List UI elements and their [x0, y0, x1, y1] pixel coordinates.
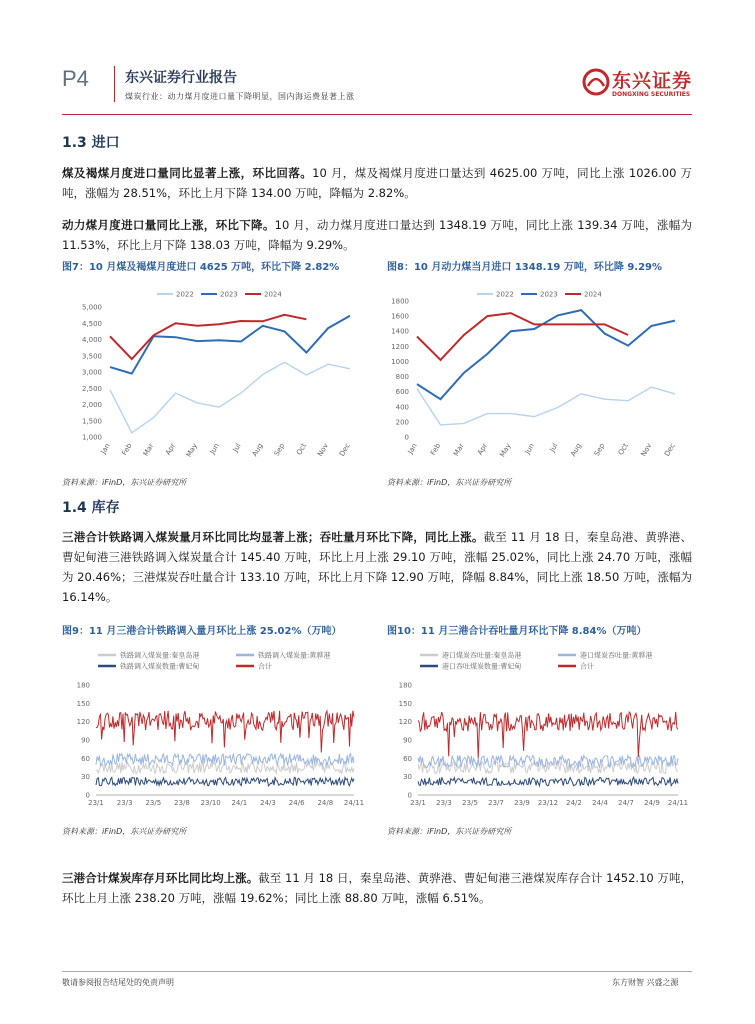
series-line-2022 — [110, 362, 350, 433]
header-separator — [114, 66, 115, 102]
legend-label: 2023 — [220, 290, 238, 299]
x-tick-label: Dec — [663, 442, 677, 458]
x-tick-label: 24/7 — [618, 799, 634, 807]
paragraph-lead: 动力煤月度进口量同比上涨，环比下降。 — [62, 218, 275, 232]
y-tick-label: 30 — [81, 773, 90, 782]
paragraph-lead: 煤及褐煤月度进口量同比显著上涨，环比回落。 — [62, 166, 313, 180]
y-tick-label: 4,500 — [81, 319, 102, 328]
x-tick-label: 23/3 — [436, 799, 452, 807]
y-tick-label: 180 — [398, 681, 412, 690]
x-tick-label: 24/2 — [566, 799, 582, 807]
legend-label: 合计 — [580, 662, 594, 671]
x-tick-label: Dec — [338, 442, 352, 458]
section-heading-inventory: 1.4 库存 — [62, 500, 120, 516]
logo-text-cn: 东兴证券 — [612, 70, 693, 92]
legend-label: 2022 — [496, 290, 514, 299]
figure-7-chart — [62, 280, 362, 470]
paragraph-body: 截至 11 月 18 日，秦皇岛港、黄骅港、曹妃甸港三港煤炭库存合计 1452.10 万吨，环比上月上涨 238.20 万吨，涨幅 19.62%；同比上涨 88.80 万吨，涨幅 6.51%。 — [62, 871, 692, 905]
y-tick-label: 1200 — [391, 342, 409, 351]
y-tick-label: 180 — [76, 681, 90, 690]
y-tick-label: 600 — [395, 388, 409, 397]
y-tick-label: 150 — [76, 699, 90, 708]
x-tick-label: 24/9 — [644, 799, 660, 807]
x-tick-label: Sep — [592, 442, 607, 458]
x-tick-label: 24/11 — [343, 799, 365, 807]
series-line — [96, 777, 354, 786]
x-tick-label: Jul — [548, 442, 560, 454]
x-tick-label: Mar — [452, 442, 466, 458]
x-tick-label: Feb — [120, 442, 134, 457]
y-tick-label: 60 — [403, 754, 412, 763]
y-tick-label: 1,500 — [81, 417, 102, 426]
y-tick-label: 0 — [85, 791, 90, 800]
x-tick-label: Aug — [569, 442, 583, 458]
x-tick-label: 23/7 — [488, 799, 504, 807]
y-tick-label: 90 — [81, 736, 90, 745]
x-tick-label: 24/11 — [667, 799, 689, 807]
figure-10-chart — [382, 645, 692, 815]
legend-label: 2024 — [264, 290, 282, 299]
series-line — [418, 777, 678, 786]
figure-9-title: 图9：11 月三港合计铁路调入量月环比上涨 25.02%（万吨） — [62, 626, 342, 637]
y-tick-label: 0 — [407, 791, 412, 800]
footer-slogan: 东方财智 兴盛之源 — [612, 978, 679, 987]
y-tick-label: 1600 — [391, 312, 409, 321]
header-rule — [62, 114, 692, 115]
section-heading-import: 1.3 进口 — [62, 135, 120, 151]
x-tick-label: 23/12 — [537, 799, 559, 807]
legend-label: 铁路调入煤炭量:黄骅港 — [258, 651, 331, 660]
paragraph-body: 10 月，煤及褐煤月度进口量达到 4625.00 万吨，同比上涨 1026.00 万吨，涨幅为 28.51%，环比上月下降 134.00 万吨，降幅为 2.82%。 — [62, 166, 693, 200]
x-tick-label: Nov — [316, 442, 330, 458]
y-tick-label: 5,000 — [81, 303, 102, 312]
x-tick-label: 23/8 — [174, 799, 190, 807]
y-tick-label: 120 — [76, 718, 90, 727]
y-tick-label: 800 — [395, 373, 409, 382]
paragraph-body: 截至 11 月 18 日，秦皇岛港、黄骅港、曹妃甸港三港铁路调入煤炭量合计 145.40 万吨，环比上月上涨 29.10 万吨，涨幅 25.02%，同比上涨 24.70 万吨，涨幅为 20.46%；三港煤炭吞吐量合计 133.10 万吨，环比上月下降 12.90 万吨，降幅 8.84%，同比上涨 18.50 万吨，涨幅为 16.14%。 — [62, 530, 692, 604]
series-line-2022 — [417, 387, 675, 425]
legend-label: 港口吞吐煤炭数量:曹妃甸 — [442, 662, 522, 671]
footer-rule — [62, 971, 692, 972]
paragraph-thermal-import — [62, 215, 692, 255]
x-tick-label: May — [184, 442, 200, 459]
y-tick-label: 4,000 — [81, 336, 102, 344]
logo-text-en: DONGXING SECURITIES — [612, 91, 691, 98]
figure-8-chart — [382, 280, 692, 470]
x-tick-label: Mar — [141, 442, 156, 458]
y-tick-label: 1400 — [391, 327, 409, 336]
x-tick-label: 23/5 — [462, 799, 478, 807]
x-tick-label: Jun — [523, 442, 537, 456]
x-tick-label: 23/3 — [116, 799, 133, 807]
legend-label: 铁路调入煤炭数量:曹妃甸 — [120, 662, 200, 671]
x-tick-label: 24/8 — [317, 799, 334, 807]
figure-9-source: 资料来源：iFinD，东兴证券研究所 — [62, 827, 187, 836]
legend-label: 铁路调入煤炭量:秦皇岛港 — [120, 651, 200, 660]
x-tick-label: 23/5 — [145, 799, 162, 807]
y-tick-label: 2,500 — [81, 384, 102, 393]
series-line — [418, 712, 678, 758]
y-tick-label: 1800 — [391, 297, 409, 306]
x-tick-label: Jan — [99, 442, 112, 456]
series-line — [96, 711, 354, 753]
paragraph-lead: 三港合计铁路调入煤炭量月环比同比均显著上涨；吞吐量月环比下降，同比上涨。 — [62, 530, 484, 544]
logo-mark-icon — [582, 64, 610, 100]
x-tick-label: 23/1 — [410, 799, 426, 807]
x-tick-label: Nov — [639, 442, 654, 458]
series-line-2024 — [110, 315, 306, 359]
y-tick-label: 200 — [395, 418, 409, 427]
legend-label: 合计 — [258, 662, 272, 671]
paragraph-rail-throughput — [62, 527, 692, 607]
y-tick-label: 1000 — [391, 357, 409, 366]
report-title: 东兴证券行业报告 — [125, 70, 237, 86]
x-tick-label: Sep — [272, 442, 287, 458]
figure-7-source: 资料来源：iFinD，东兴证券研究所 — [62, 478, 187, 487]
y-tick-label: 60 — [81, 754, 90, 763]
y-tick-label: 0 — [404, 433, 409, 442]
x-tick-label: Jan — [406, 442, 419, 456]
y-tick-label: 2,000 — [81, 401, 102, 409]
figure-8-source: 资料来源：iFinD，东兴证券研究所 — [387, 478, 512, 487]
company-logo — [582, 64, 702, 104]
x-tick-label: 24/3 — [260, 799, 276, 807]
figure-10-source: 资料来源：iFinD，东兴证券研究所 — [387, 827, 512, 836]
x-tick-label: 23/10 — [200, 799, 221, 807]
report-subtitle: 煤炭行业：动力煤月度进口量下降明显，国内海运费显著上涨 — [125, 92, 355, 101]
legend-label: 2023 — [540, 290, 558, 299]
y-tick-label: 3,000 — [81, 368, 102, 377]
y-tick-label: 400 — [395, 403, 409, 412]
x-tick-label: Aug — [250, 442, 265, 458]
x-tick-label: 24/4 — [592, 799, 608, 807]
paragraph-inventory — [62, 868, 692, 908]
x-tick-label: 23/9 — [514, 799, 530, 807]
x-tick-label: Jun — [208, 442, 221, 456]
x-tick-label: 24/6 — [288, 799, 305, 807]
paragraph-lead: 三港合计煤炭库存月环比同比均上涨。 — [62, 871, 259, 885]
y-tick-label: 3,500 — [81, 352, 102, 361]
figure-9-chart — [62, 645, 365, 815]
y-tick-label: 1,000 — [81, 433, 102, 442]
y-tick-label: 120 — [398, 718, 412, 727]
paragraph-coal-import — [62, 163, 692, 203]
legend-label: 港口煤炭吞吐量:秦皇岛港 — [442, 651, 522, 660]
legend-label: 港口煤炭吞吐量:黄骅港 — [580, 651, 653, 660]
y-tick-label: 90 — [403, 736, 412, 745]
x-tick-label: May — [498, 442, 513, 459]
legend-label: 2022 — [176, 290, 194, 299]
page-number: P4 — [62, 66, 89, 91]
footer-disclaimer-link[interactable]: 敬请参阅报告结尾处的免责声明 — [62, 978, 174, 987]
figure-10-title: 图10：11 月三港合计吞吐量月环比下降 8.84%（万吨） — [387, 626, 647, 637]
x-tick-label: Apr — [164, 442, 178, 457]
x-tick-label: Oct — [295, 442, 309, 457]
y-tick-label: 30 — [403, 773, 412, 782]
x-tick-label: Oct — [616, 442, 630, 457]
x-tick-label: Apr — [476, 442, 490, 457]
series-line-2024 — [417, 313, 628, 360]
legend-label: 2024 — [584, 290, 602, 299]
x-tick-label: 24/1 — [231, 799, 248, 807]
x-tick-label: Feb — [429, 442, 443, 457]
x-tick-label: Jul — [231, 442, 243, 454]
paragraph-body: 10 月，动力煤月度进口量达到 1348.19 万吨，同比上涨 139.34 万吨，涨幅为 11.53%，环比上月下降 138.03 万吨，降幅为 9.29%。 — [62, 218, 693, 252]
figure-8-title: 图8：10 月动力煤当月进口 1348.19 万吨，环比降 9.29% — [387, 262, 663, 273]
figure-7-title: 图7：10 月煤及褐煤月度进口 4625 万吨，环比下降 2.82% — [62, 262, 340, 273]
x-tick-label: 23/1 — [88, 799, 104, 807]
y-tick-label: 150 — [398, 699, 412, 708]
